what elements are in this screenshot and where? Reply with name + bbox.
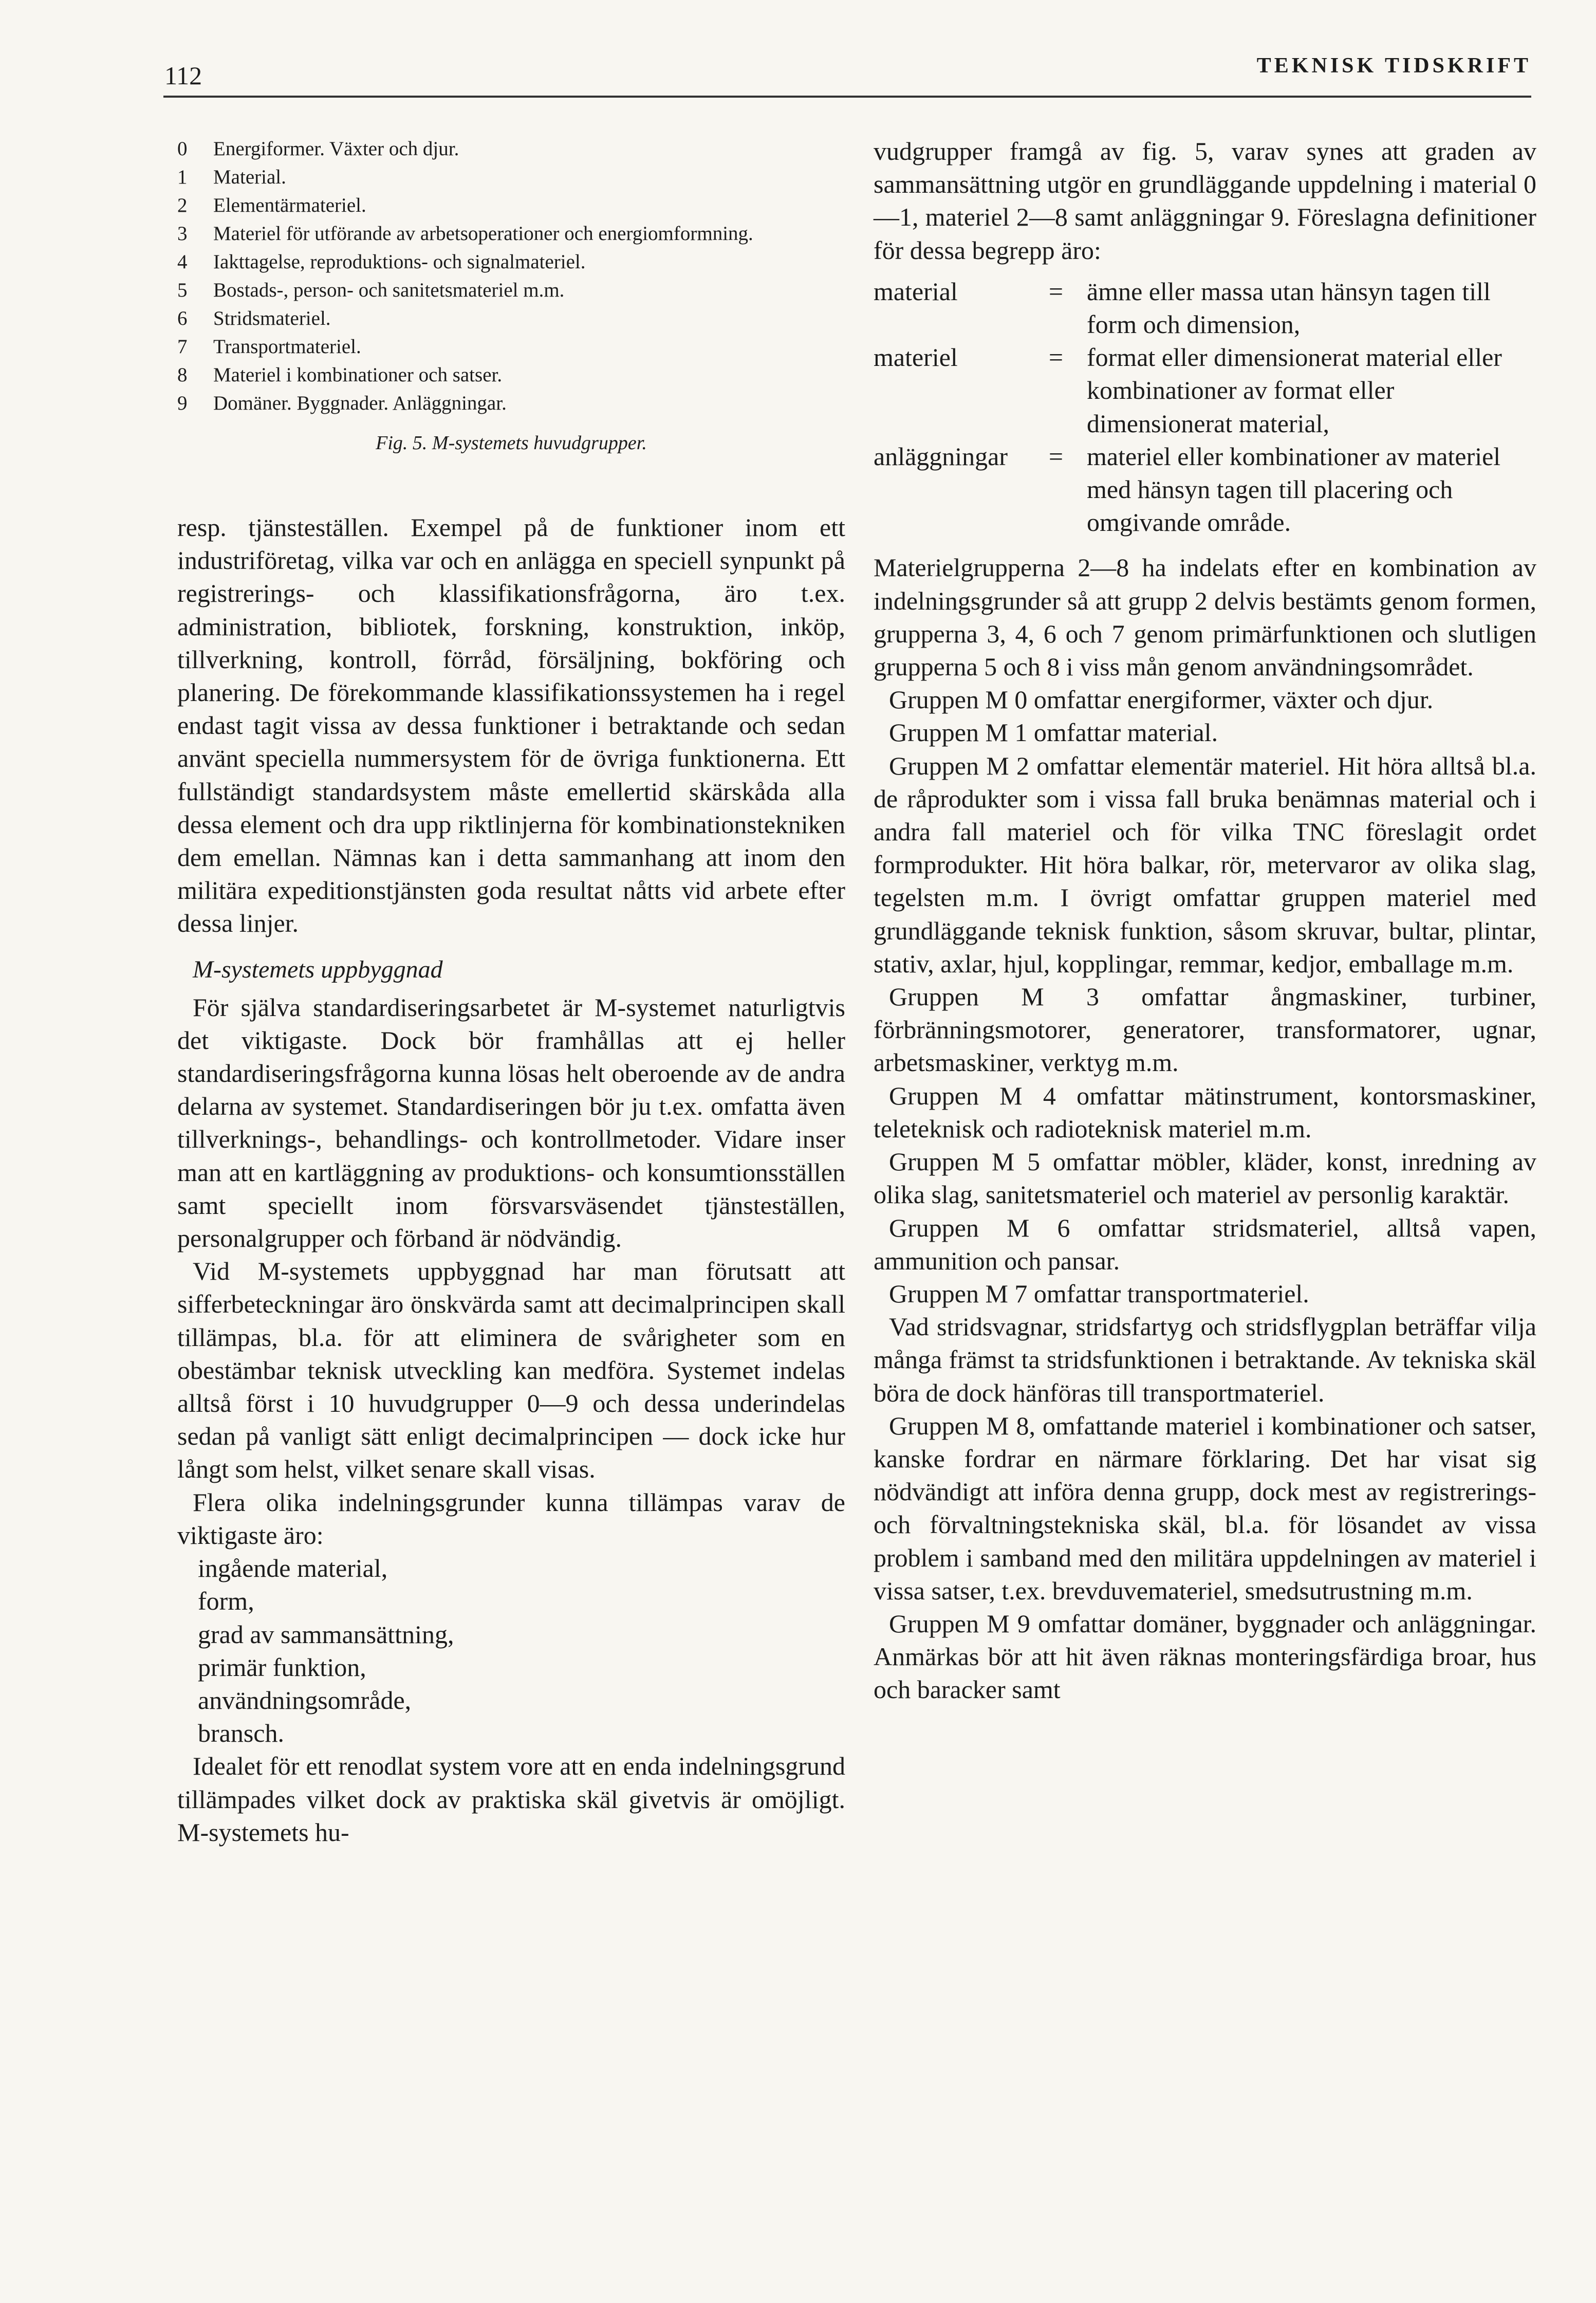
paragraph: För själva standardiseringsarbetet är M-systemet naturligtvis det viktigaste. Dock bör framhållas att ej heller standardiseringsfrågorna kunna lösas helt oberoende av de andra delarna av systemet. Standardiseringen bör ju t.ex. omfatta även tillverknings-, behandlings- och kontrollmetoder. Vidare inser man att en kartläggning av produktions- och konsumtionsställen samt speciellt inom försvarsväsendet tjänsteställen, personalgrupper och förband är nödvändig. <box>177 992 845 1253</box>
paragraph: Gruppen M 9 omfattar domäner, byggnader och anläggningar. Anmärkas bör att hit även räknas monteringsfärdiga broar, hus och baracker samt <box>874 1609 1536 1704</box>
definition-term: material <box>874 277 958 306</box>
list-item: 4 Iakttagelse, reproduktions- och signalmateriel. <box>177 251 586 273</box>
paragraph: Materielgrupperna 2—8 ha indelats efter en kombination av indelningsgrunder så att grupp 2 delvis bestämts genom formen, grupperna 3, 4, 6 och 7 genom primärfunktionen och slutligen grupperna 5 och 8 i viss mån genom användningsområdet. <box>874 553 1536 681</box>
page-number: 112 <box>164 61 202 90</box>
list-item: 2 Elementärmateriel. <box>177 194 366 216</box>
list-item: 1 Material. <box>177 166 286 188</box>
definition-row: materiel = format eller dimensionerat material eller kombinationer av format eller dimensionerat material, <box>874 341 1536 440</box>
paragraph: Flera olika indelningsgrunder kunna tillämpas varav de viktigaste äro: <box>177 1487 845 1550</box>
definition-row: anläggningar = materiel eller kombinationer av materiel med hänsyn tagen till placering och omgivande område. <box>874 440 1536 539</box>
list-item: bransch. <box>198 1719 284 1748</box>
figure-list <box>177 135 845 417</box>
definitions <box>874 275 1536 539</box>
paragraph: Idealet för ett renodlat system vore att en enda indelningsgrund tillämpades vilket dock av praktiska skäl givetvis är omöjligt. M-systemets hu- <box>177 1752 845 1847</box>
definition-text: ämne eller massa utan hänsyn tagen till form och dimension, <box>1087 277 1491 339</box>
paragraph: Gruppen M 1 omfattar material. <box>889 718 1218 747</box>
list-item: 8 Materiel i kombinationer och satser. <box>177 364 503 386</box>
paragraph: Gruppen M 0 omfattar energiformer, växter och djur. <box>889 685 1434 714</box>
paragraph: Gruppen M 8, omfattande materiel i kombinationer och satser, kanske fordrar en närmare förklaring. Det har visat sig nödvändigt att införa denna grupp, dock mest av registrerings- och förvaltningstekniska skäl, bl.a. för lösandet av vissa problem i samband med den militära uppdelningen av materiel i vissa satser, t.ex. brevduvemateriel, smedsutrustning m.m. <box>874 1411 1536 1605</box>
list-item: 6 Stridsmateriel. <box>177 307 331 329</box>
paragraph: resp. tjänsteställen. Exempel på de funktioner inom ett industriföretag, vilka var och en anlägga en speciell synpunkt på registrerings- och klassifikationsfrågorna, äro t.ex. administration, bibliotek, forskning, konstruktion, inköp, tillverkning, kontroll, förråd, försäljning, bokföring och planering. De förekommande klassifikationssystemen ha i regel endast tagit vissa av dessa funktioner i betraktande och sedan använt speciella nummersystem för de övriga funktionerna. Ett fullständigt standardsystem måste emellertid skärskåda alla dessa element och dra upp riktlinjerna för kombinationstekniken dem emellan. Nämnas kan i detta sammanhang att inom den militära expeditionstjänsten goda resultat nåtts vid arbete efter dessa linjer. <box>177 513 845 938</box>
figure-caption: Fig. 5. M-systemets huvudgrupper. <box>376 432 647 454</box>
list-item: 7 Transportmateriel. <box>177 336 361 358</box>
paragraph: Vad stridsvagnar, stridsfartyg och stridsflygplan beträffar vilja många främst ta stridsfunktionen i betraktande. Av tekniska skäl böra de dock hänföras till transportmateriel. <box>874 1312 1536 1407</box>
paragraph: vudgrupper framgå av fig. 5, varav synes att graden av sammansättning utgör en grundläggande uppdelning i material 0—1, materiel 2—8 samt anläggningar 9. Föreslagna definitioner för dessa begrepp äro: <box>874 137 1536 265</box>
list-item: 9 Domäner. Byggnader. Anläggningar. <box>177 392 507 414</box>
journal-title: TEKNISK TIDSKRIFT <box>1256 54 1531 78</box>
list-item: form, <box>198 1587 254 1616</box>
left-column <box>177 135 845 1849</box>
definition-text: format eller dimensionerat material eller kombinationer av format eller dimensionerat material, <box>1087 343 1502 438</box>
list-item: 3 Materiel för utförande av arbetsoperationer och energiomformning. <box>177 223 753 245</box>
paragraph: Gruppen M 4 omfattar mätinstrument, kontorsmaskiner, teleteknisk och radioteknisk materiel m.m. <box>874 1081 1536 1143</box>
list-item: grad av sammansättning, <box>198 1619 454 1649</box>
paragraph: Gruppen M 7 omfattar transportmateriel. <box>889 1279 1309 1308</box>
paragraph: Vid M-systemets uppbyggnad har man förutsatt att sifferbeteckningar äro önskvärda samt att decimalprincipen skall tillämpas, bl.a. för att eliminera de svårigheter som en obestämbar teknisk utveckling kan medföra. Systemet indelas alltså först i 10 huvudgrupper 0—9 och dessa underindelas sedan på vanligt sätt enligt decimalprincipen — dock icke hur långt som helst, vilket senare skall visas. <box>177 1257 845 1484</box>
definition-row: material = ämne eller massa utan hänsyn tagen till form och dimension, <box>874 275 1536 341</box>
paragraph: Gruppen M 2 omfattar elementär materiel. Hit höra alltså bl.a. de råprodukter som i vissa fall bruka benämnas material och i andra fall materiel och för vilka TNC föreslagit ordet formprodukter. Hit höra balkar, rör, metervaror av olika slag, tegelsten m.m. I övrigt omfattar gruppen materiel med grundläggande teknisk funktion, såsom skruvar, bultar, plintar, stativ, axlar, hjul, kopplingar, remmar, kedjor, emballage m.m. <box>874 751 1536 978</box>
definition-text: materiel eller kombinationer av materiel med hänsyn tagen till placering och omgivande område. <box>1087 441 1501 537</box>
list-item: ingående material, <box>198 1554 388 1583</box>
paragraph: Gruppen M 6 omfattar stridsmateriel, alltså vapen, ammunition och pansar. <box>874 1213 1536 1275</box>
right-column <box>874 135 1536 1706</box>
list-item: 0 Energiformer. Växter och djur. <box>177 138 459 160</box>
paragraph: Gruppen M 3 omfattar ångmaskiner, turbiner, förbränningsmotorer, generatorer, transformatorer, ugnar, arbetsmaskiner, verktyg m.m. <box>874 982 1536 1077</box>
definition-term: anläggningar <box>874 441 1008 471</box>
criteria-list <box>177 1552 845 1749</box>
section-heading: M-systemets uppbyggnad <box>193 955 443 983</box>
list-item: 5 Bostads-, person- och sanitetsmateriel m.m. <box>177 279 565 301</box>
header-rule <box>163 96 1531 98</box>
list-item: primär funktion, <box>198 1652 366 1682</box>
paragraph: Gruppen M 5 omfattar möbler, kläder, konst, inredning av olika slag, sanitetsmateriel och materiel av personlig karaktär. <box>874 1147 1536 1209</box>
definition-term: materiel <box>874 343 958 372</box>
list-item: användningsområde, <box>198 1685 412 1715</box>
